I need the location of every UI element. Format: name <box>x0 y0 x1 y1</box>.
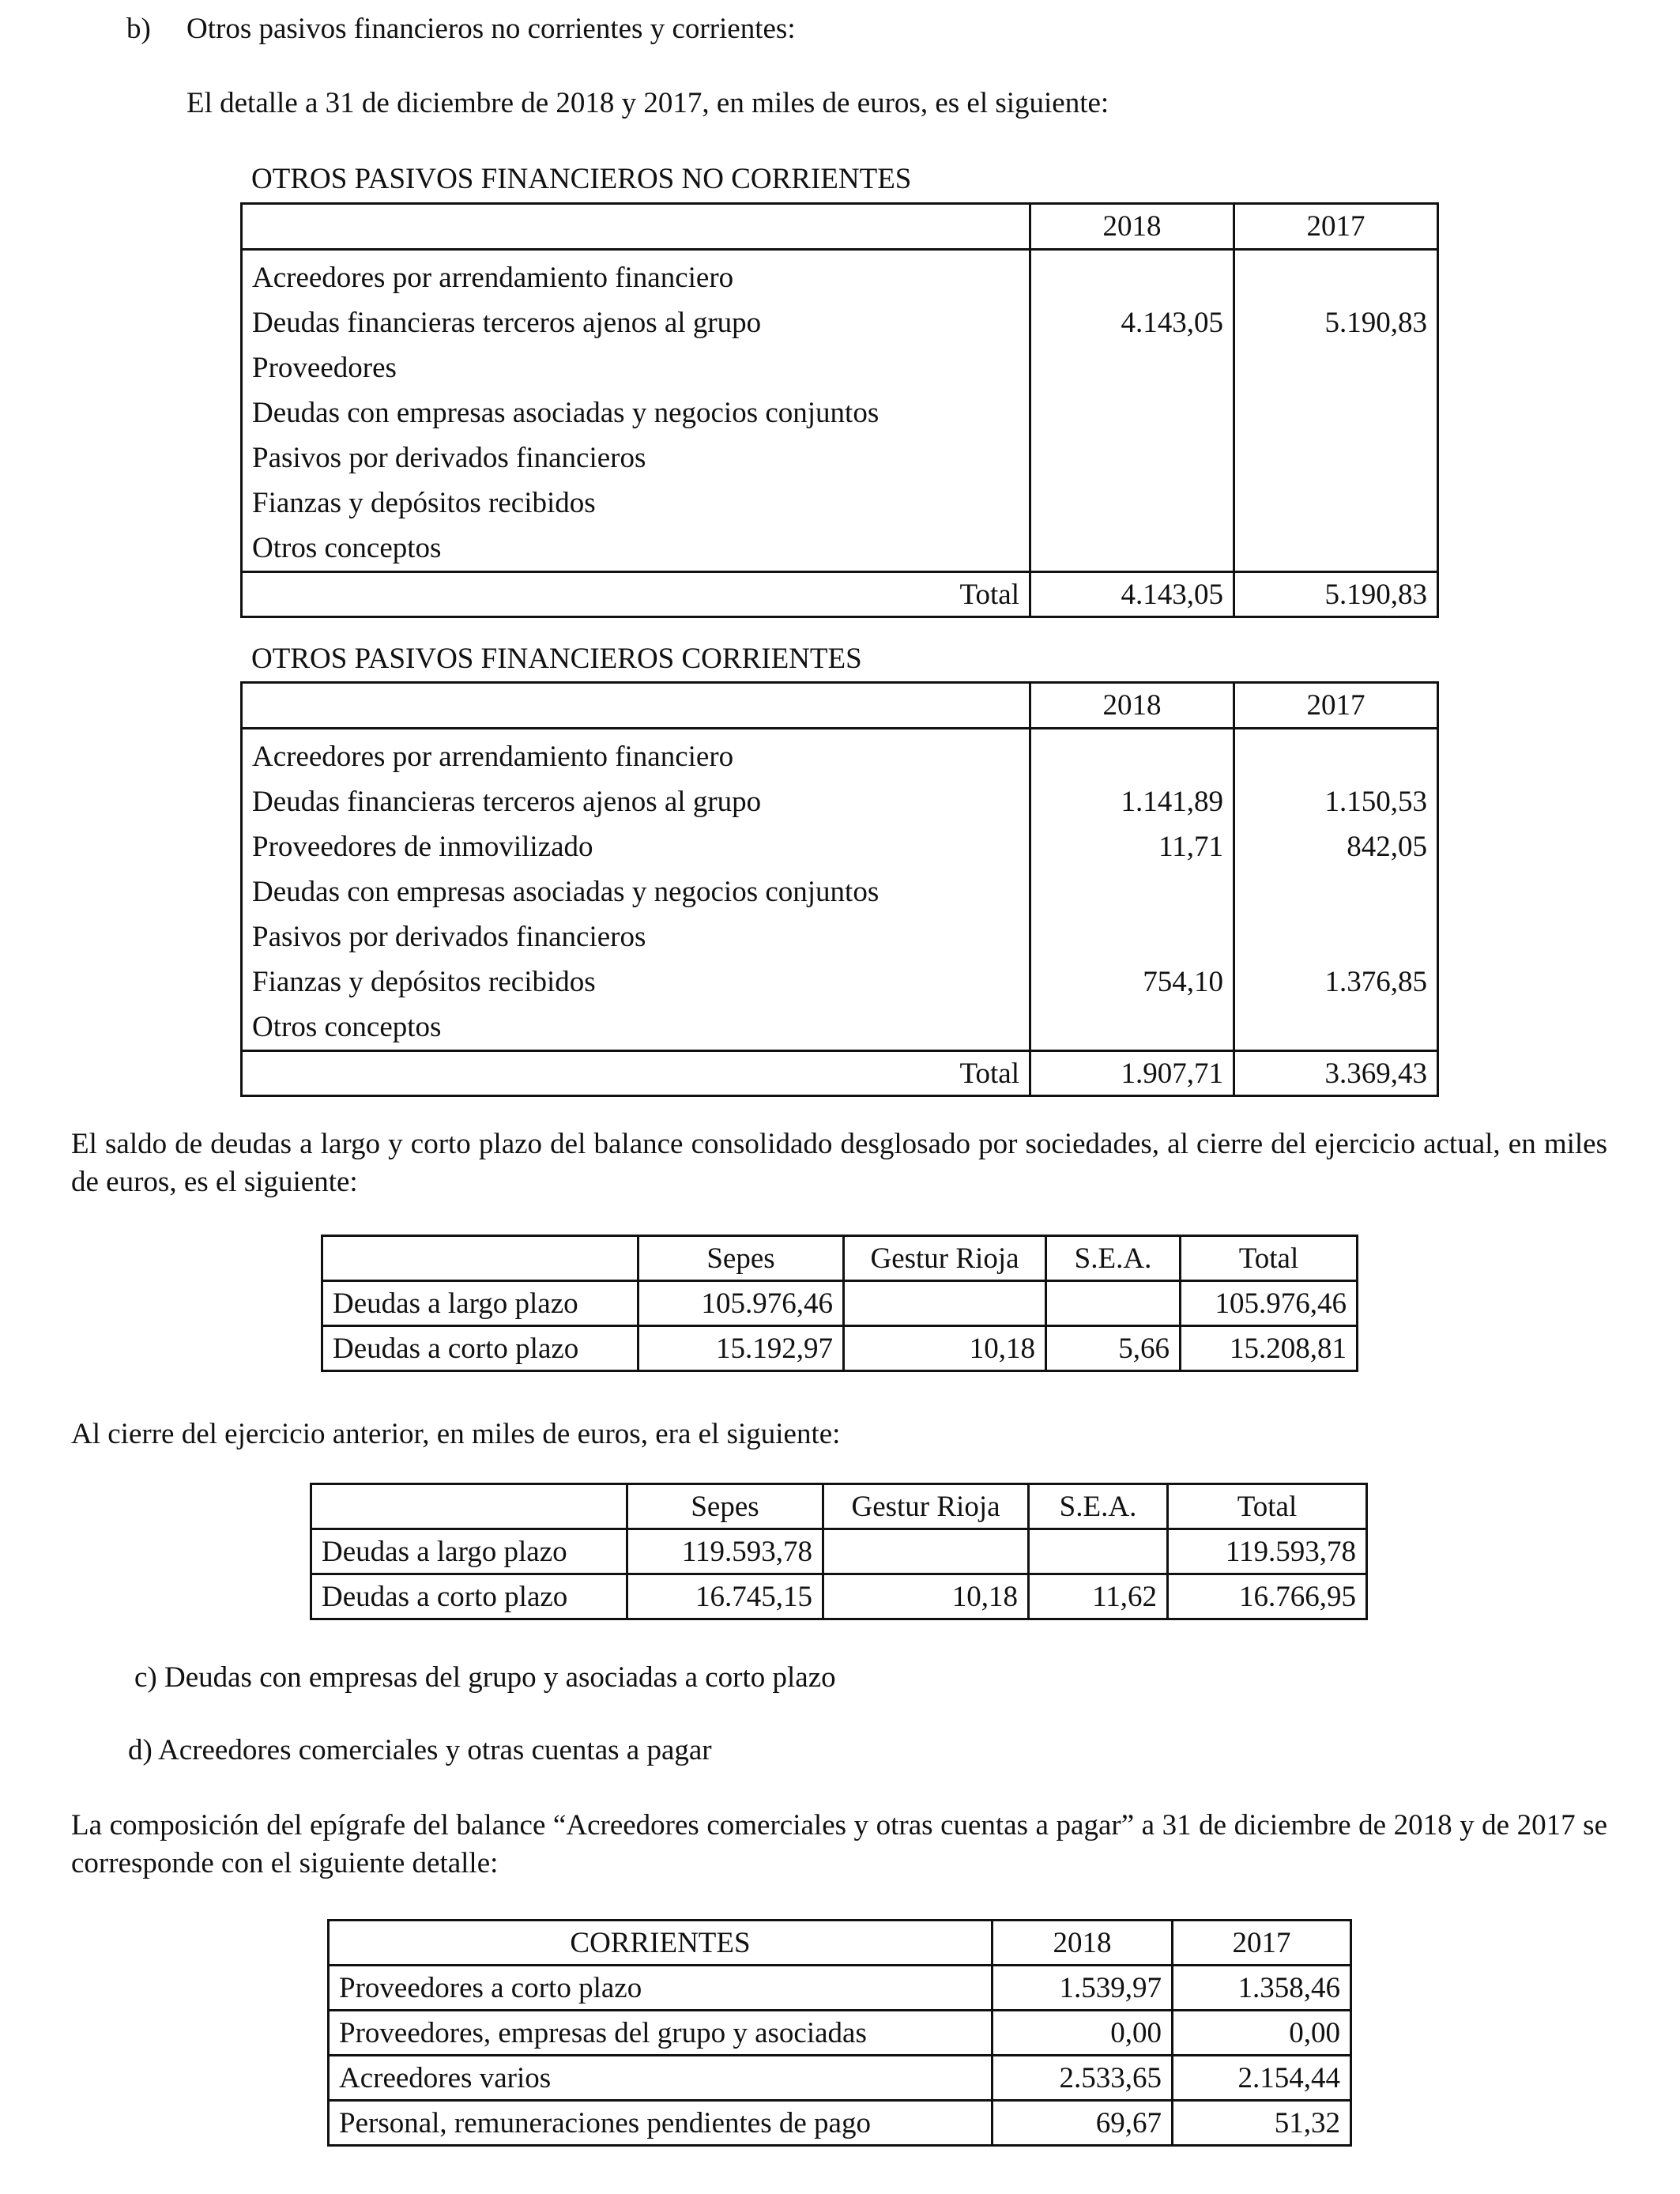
table3-cell <box>844 1281 1046 1326</box>
table1-values-2017 <box>1234 250 1438 572</box>
table1-value <box>1245 255 1427 300</box>
table4-header-gestur: Gestur Rioja <box>823 1484 1029 1529</box>
table2-title: OTROS PASIVOS FINANCIEROS CORRIENTES <box>251 643 862 675</box>
table1-label: Acreedores por arrendamiento financiero <box>252 262 734 294</box>
table4-cell: 119.593,78 <box>627 1529 823 1574</box>
paragraph-saldo-deudas: El saldo de deudas a largo y corto plazo del balance consolidado desglosado por sociedades, al cierre del ejercicio actual, en miles de euros, es el siguiente: <box>71 1128 1607 1198</box>
table3-header-gestur: Gestur Rioja <box>844 1236 1046 1281</box>
table3-cell: 5,66 <box>1046 1326 1181 1371</box>
section-b-marker: b) <box>126 13 151 45</box>
table4-cell: 119.593,78 <box>1168 1529 1367 1574</box>
table3-header-total: Total <box>1181 1236 1358 1281</box>
table2-value <box>1245 1005 1427 1050</box>
table-row <box>329 2011 1351 2056</box>
paragraph-ejercicio-anterior: Al cierre del ejercicio anterior, en miles de euros, era el siguiente: <box>71 1418 841 1450</box>
table4-deudas-anterior <box>310 1483 1368 1620</box>
table5-header-2017: 2017 <box>1173 1921 1351 1966</box>
table1-label: Deudas con empresas asociadas y negocios conjuntos <box>252 397 880 429</box>
table2-label: Otros conceptos <box>252 1011 442 1043</box>
table2-value <box>1245 869 1427 914</box>
table5-cell: Proveedores a corto plazo <box>329 1966 993 2011</box>
table2-corrientes <box>240 681 1439 1097</box>
table3-deudas-actual <box>321 1235 1358 1372</box>
table1-value <box>1245 345 1427 390</box>
table2-label: Fianzas y depósitos recibidos <box>252 966 596 998</box>
table2-value: 842,05 <box>1347 831 1427 863</box>
table2-label: Proveedores de inmovilizado <box>252 831 593 863</box>
table5-cell: 0,00 <box>1173 2011 1351 2056</box>
section-c-heading: c) Deudas con empresas del grupo y asociadas a corto plazo <box>134 1661 836 1694</box>
table-row <box>311 1529 1367 1574</box>
table4-header-empty <box>311 1484 627 1529</box>
table4-header-sepes: Sepes <box>627 1484 823 1529</box>
table2-header-empty <box>242 683 1030 729</box>
table1-labels <box>242 250 1030 572</box>
table-row <box>329 2101 1351 2146</box>
table2-value: 11,71 <box>1158 831 1223 863</box>
table2-value <box>1245 734 1427 779</box>
table4-cell: Deudas a corto plazo <box>311 1574 627 1619</box>
table2-value <box>1041 914 1223 959</box>
table2-label: Pasivos por derivados financieros <box>252 921 646 953</box>
table2-header-2017: 2017 <box>1234 683 1438 729</box>
table1-value: 4.143,05 <box>1121 307 1223 339</box>
paragraph-composicion: La composición del epígrafe del balance “Acreedores comerciales y otras cuentas a pagar” a 31 de diciembre de 2018 y de 2017 se corresponde con el siguiente detalle: <box>71 1809 1607 1879</box>
table1-value <box>1041 345 1223 390</box>
table5-cell: 2.154,44 <box>1173 2056 1351 2101</box>
table-row <box>311 1574 1367 1619</box>
table5-header-2018: 2018 <box>993 1921 1173 1966</box>
table5-cell: 2.533,65 <box>993 2056 1173 2101</box>
table2-total-2017: 3.369,43 <box>1234 1051 1438 1096</box>
table5-header-corrientes: CORRIENTES <box>329 1921 993 1966</box>
table4-cell: 10,18 <box>823 1574 1029 1619</box>
table5-corrientes <box>327 1919 1352 2147</box>
table-row <box>322 1281 1358 1326</box>
table3-cell: 105.976,46 <box>638 1281 844 1326</box>
table2-value: 1.150,53 <box>1324 786 1427 818</box>
table3-cell <box>1046 1281 1181 1326</box>
table1-value <box>1041 526 1223 571</box>
table1-header-empty <box>242 204 1030 250</box>
table1-header-2017: 2017 <box>1234 204 1438 250</box>
table1-value <box>1041 390 1223 435</box>
table2-values-2018 <box>1030 729 1234 1051</box>
table4-cell: 16.745,15 <box>627 1574 823 1619</box>
table1-label: Otros conceptos <box>252 532 442 564</box>
intro-text: El detalle a 31 de diciembre de 2018 y 2017, en miles de euros, es el siguiente: <box>186 87 1109 119</box>
table2-label: Acreedores por arrendamiento financiero <box>252 741 734 773</box>
table3-cell: 105.976,46 <box>1181 1281 1358 1326</box>
table2-values-2017 <box>1234 729 1438 1051</box>
table4-cell <box>1029 1529 1168 1574</box>
table3-cell: 10,18 <box>844 1326 1046 1371</box>
table1-value <box>1041 435 1223 481</box>
table2-label: Deudas financieras terceros ajenos al grupo <box>252 786 762 818</box>
table5-cell: 51,32 <box>1173 2101 1351 2146</box>
table2-value <box>1041 869 1223 914</box>
table-row <box>322 1326 1358 1371</box>
table-row <box>329 2056 1351 2101</box>
table1-label: Fianzas y depósitos recibidos <box>252 487 596 519</box>
table1-value <box>1245 435 1427 481</box>
table2-value <box>1245 914 1427 959</box>
table1-label: Deudas financieras terceros ajenos al grupo <box>252 307 762 339</box>
table2-header-2018: 2018 <box>1030 683 1234 729</box>
table3-cell: Deudas a largo plazo <box>322 1281 638 1326</box>
table1-value <box>1245 526 1427 571</box>
table2-value <box>1041 734 1223 779</box>
table1-values-2018 <box>1030 250 1234 572</box>
table2-total-label: Total <box>242 1051 1030 1096</box>
table5-cell: 0,00 <box>993 2011 1173 2056</box>
table5-cell: 1.358,46 <box>1173 1966 1351 2011</box>
table1-value <box>1041 481 1223 526</box>
table3-header-sea: S.E.A. <box>1046 1236 1181 1281</box>
table5-cell: 69,67 <box>993 2101 1173 2146</box>
table2-value: 1.141,89 <box>1121 786 1223 818</box>
table5-cell: 1.539,97 <box>993 1966 1173 2011</box>
table2-value: 754,10 <box>1143 966 1223 998</box>
table1-label: Proveedores <box>252 352 397 384</box>
table2-label: Deudas con empresas asociadas y negocios conjuntos <box>252 876 880 908</box>
section-d-heading: d) Acreedores comerciales y otras cuentas a pagar <box>128 1734 712 1766</box>
table1-label: Pasivos por derivados financieros <box>252 442 646 474</box>
table1-total-label: Total <box>242 572 1030 617</box>
table-row <box>329 1966 1351 2011</box>
table4-cell: 16.766,95 <box>1168 1574 1367 1619</box>
table1-total-2017: 5.190,83 <box>1234 572 1438 617</box>
table1-no-corrientes <box>240 202 1439 618</box>
table5-cell: Proveedores, empresas del grupo y asociadas <box>329 2011 993 2056</box>
table1-value <box>1041 255 1223 300</box>
table2-value <box>1041 1005 1223 1050</box>
table1-value: 5.190,83 <box>1324 307 1427 339</box>
table2-total-2018: 1.907,71 <box>1030 1051 1234 1096</box>
table1-value <box>1245 390 1427 435</box>
table5-cell: Acreedores varios <box>329 2056 993 2101</box>
table1-value <box>1245 481 1427 526</box>
table3-cell: 15.208,81 <box>1181 1326 1358 1371</box>
table4-header-sea: S.E.A. <box>1029 1484 1168 1529</box>
table2-labels <box>242 729 1030 1051</box>
table1-total-2018: 4.143,05 <box>1030 572 1234 617</box>
table1-title: OTROS PASIVOS FINANCIEROS NO CORRIENTES <box>251 163 912 195</box>
table4-header-total: Total <box>1168 1484 1367 1529</box>
table3-header-sepes: Sepes <box>638 1236 844 1281</box>
table1-header-2018: 2018 <box>1030 204 1234 250</box>
table2-value: 1.376,85 <box>1324 966 1427 998</box>
table3-header-empty <box>322 1236 638 1281</box>
table4-cell <box>823 1529 1029 1574</box>
section-b-heading: Otros pasivos financieros no corrientes y corrientes: <box>186 13 796 45</box>
table3-cell: Deudas a corto plazo <box>322 1326 638 1371</box>
table3-cell: 15.192,97 <box>638 1326 844 1371</box>
table4-cell: 11,62 <box>1029 1574 1168 1619</box>
table5-cell: Personal, remuneraciones pendientes de pago <box>329 2101 993 2146</box>
table4-cell: Deudas a largo plazo <box>311 1529 627 1574</box>
